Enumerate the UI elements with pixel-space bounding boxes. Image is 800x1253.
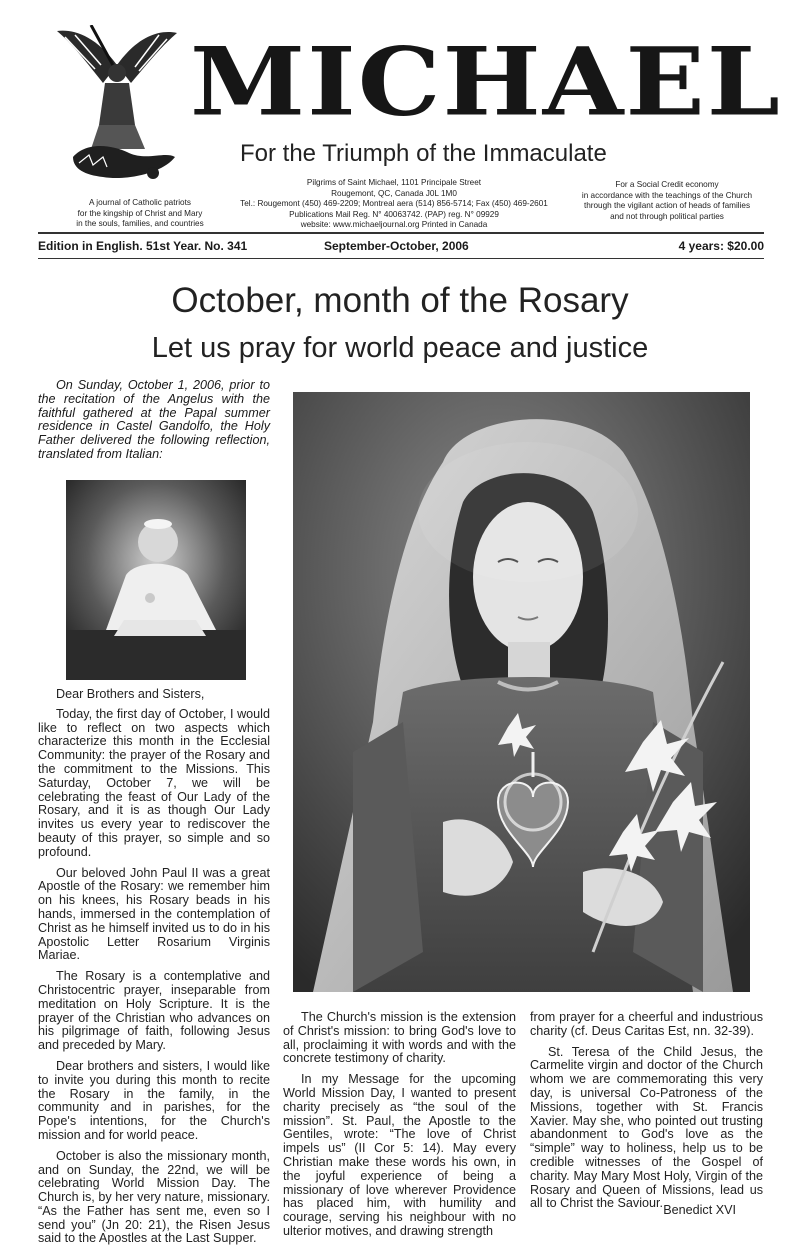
publisher-line: Publications Mail Reg. N° 40063742. (PAP) reg. N° 09929 bbox=[289, 209, 499, 219]
subscription-price: 4 years: $20.00 bbox=[678, 239, 764, 253]
madonna-painting bbox=[293, 392, 750, 992]
note-line: and not through political parties bbox=[610, 211, 724, 221]
paragraph: from prayer for a cheerful and industrious charity (cf. Deus Caritas Est, nn. 32-39). bbox=[530, 1010, 763, 1038]
paragraph: St. Teresa of the Child Jesus, the Carmelite virgin and doctor of the Church whom we are commemorating this very day, is universal Co-Patroness of the Missions, together with St. Francis Xavier. May she, who pointed out trusting abandonment to God's love as the “simple” way to holiness, help us to be credible witnesses of the Gospel of charity. May Mary Most Holy, Virgin of the Rosary and Queen of Missions, lead us all to Christ the Saviour. bbox=[530, 1044, 763, 1211]
article-intro bbox=[38, 379, 270, 462]
article-headline: October, month of the Rosary bbox=[171, 281, 629, 320]
article-column-1 bbox=[38, 688, 270, 1253]
note-line: in accordance with the teachings of the Church bbox=[581, 190, 753, 200]
social-credit-note bbox=[572, 180, 762, 222]
publisher-line: website: www.michaeljournal.org Printed in Canada bbox=[300, 220, 488, 230]
publisher-line: Pilgrims of Saint Michael, 1101 Principale Street bbox=[306, 178, 482, 187]
edition-info: Edition in English. 51st Year. No. 341 bbox=[38, 239, 248, 253]
pope-photo bbox=[66, 480, 246, 680]
paragraph: Our beloved John Paul II was a great Apostle of the Rosary: we remember him on his knees, his Rosary beads in his hands, immersed in the contemplation of Christ as he himself invited us to do in his Apostolic Letter Rosarium Virginis Mariae. bbox=[38, 865, 270, 963]
paragraph: The Rosary is a contemplative and Christocentric prayer, inseparable from meditation on Holy Scripture. It is the prayer of the Christian who advances on his pilgrimage of faith, following Jesus and preceded by Mary. bbox=[38, 969, 270, 1053]
saint-michael-logo bbox=[55, 25, 180, 185]
paragraph: October is also the missionary month, and on Sunday, the 22nd, we will be celebrating World Mission Day. The Church is, by her very nature, missionary. “As the Father has sent me, even so I send you” (Jn 20: 21), the Risen Jesus said to the Apostles at the Last Supper. bbox=[38, 1148, 270, 1246]
masthead-tagline: For the Triumph of the Immaculate bbox=[240, 140, 607, 167]
article-column-3 bbox=[530, 1011, 763, 1218]
article-column-2 bbox=[283, 1011, 516, 1246]
paragraph: In my Message for the upcoming World Mission Day, I wanted to present charity precisely as “the soul of the mission”. St. Paul, the Apostle to the Gentiles, wrote: “The love of Christ impels us” (II Cor 5: 14). May every Christian make these words his own, in the joyful experience of being a missionary of love wherever Providence has placed him, with humility and courage, serving his neighbour with no ulterior motives, and drawing strength bbox=[283, 1072, 516, 1238]
issue-date: September-October, 2006 bbox=[324, 239, 469, 253]
publisher-line: Tel.: Rougemont (450) 469-2209; Montreal aera (514) 856-5714; Fax (450) 469-2601 bbox=[240, 199, 548, 209]
publisher-line: Rougemont, QC, Canada J0L 1M0 bbox=[331, 188, 457, 198]
paragraph: The Church's mission is the extension of Christ's mission: to bring God's love to all, proclaiming it with words and with the concrete testimony of charity. bbox=[283, 1010, 516, 1066]
salutation: Dear Brothers and Sisters, bbox=[56, 687, 205, 701]
paragraph: Today, the first day of October, I would like to reflect on two aspects which characterize this month in the Ecclesial Community: the prayer of the Rosary and the commitment to the Missions. This Saturday, October 7, we will be celebrating the feast of Our Lady of the Rosary, and it is as though Our Lady invites us every year to rediscover the beauty of this prayer, so simple and so profound. bbox=[38, 706, 270, 859]
mission-line: A journal of Catholic patriots bbox=[89, 198, 191, 207]
note-line: through the vigilant action of heads of families bbox=[583, 201, 751, 211]
masthead-title: MICHAEL bbox=[190, 26, 782, 137]
author-signature: Benedict XVI bbox=[663, 1203, 736, 1217]
paragraph: Dear brothers and sisters, I would like to invite you during this month to recite the Rosary in the family, in the community and in parishes, for the Pope's intentions, for the Church's mission and for world peace. bbox=[38, 1058, 270, 1142]
edition-bar bbox=[38, 232, 764, 259]
mission-line: for the kingship of Christ and Mary bbox=[77, 208, 203, 218]
mission-line: in the souls, families, and countries bbox=[76, 219, 204, 229]
publisher-info bbox=[236, 178, 552, 231]
mission-statement bbox=[55, 198, 225, 230]
note-line: For a Social Credit economy bbox=[615, 180, 719, 189]
article-subheadline: Let us pray for world peace and justice bbox=[151, 332, 649, 364]
intro-paragraph: On Sunday, October 1, 2006, prior to the recitation of the Angelus with the faithful gathered at the Papal summer residence in Castel Gandolfo, the Holy Father delivered the following reflection, translated from Italian: bbox=[38, 378, 270, 461]
